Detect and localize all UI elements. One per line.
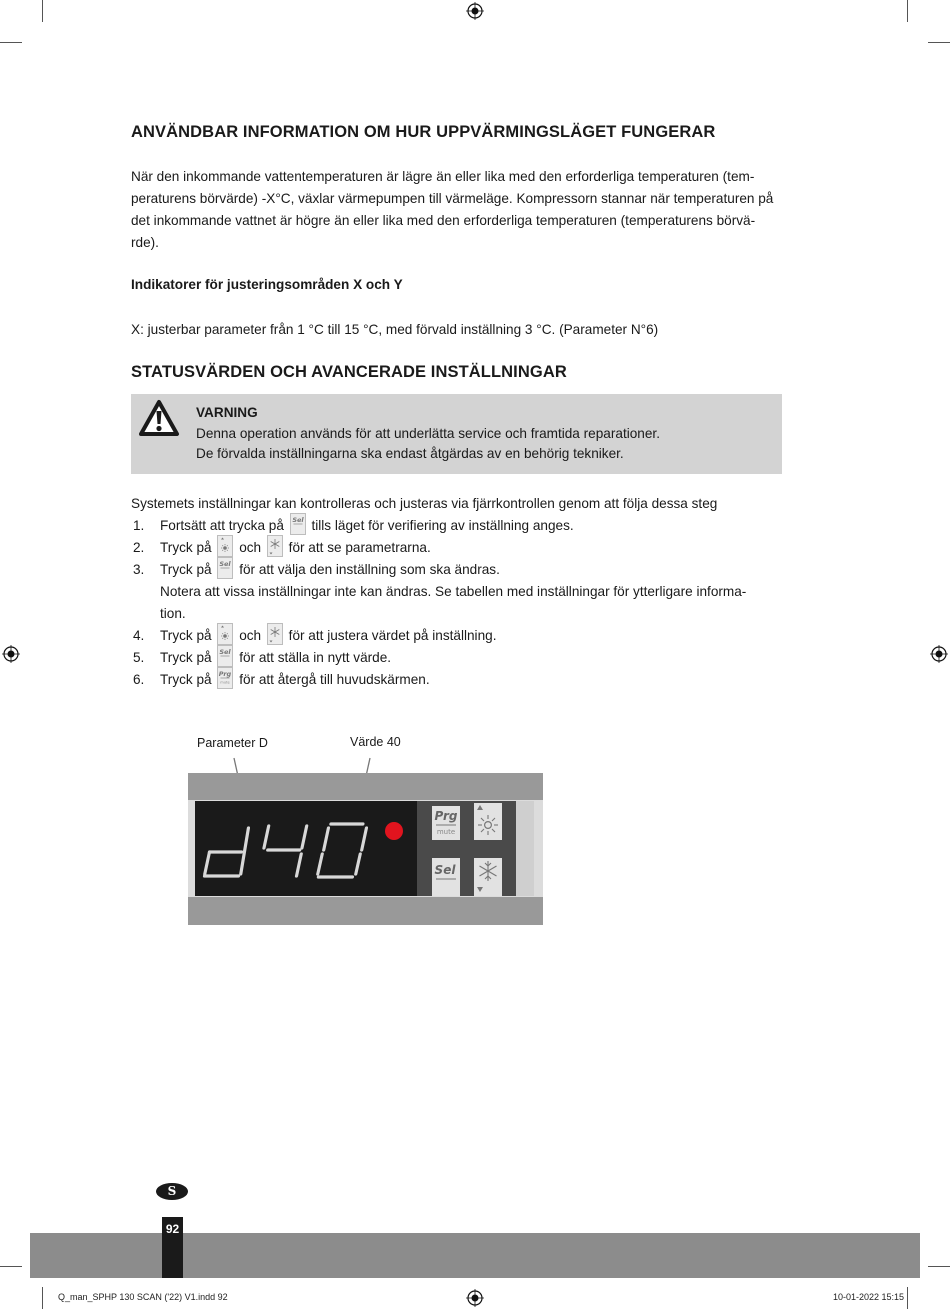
prg-label: Prg: [434, 809, 458, 823]
registration-mark-icon: [466, 2, 484, 20]
sel-button: [432, 858, 460, 896]
step-text: för att återgå till huvudskärmen.: [239, 672, 430, 687]
controller-display-figure: [186, 750, 546, 928]
step-text: tills läget för verifiering av inställning anges.: [311, 518, 574, 533]
sun-up-button: [474, 803, 502, 840]
sun-up-icon: [217, 535, 233, 557]
steps-intro: Systemets inställningar kan kontrolleras och justeras via fjärrkontrollen genom att följa dessa steg: [131, 496, 718, 511]
mute-label: mute: [220, 680, 231, 685]
status-led: [385, 822, 403, 840]
language-badge: S: [156, 1183, 188, 1200]
sel-button-icon: [217, 645, 233, 667]
prg-button-icon: [217, 667, 233, 689]
section-heading-heating-mode: ANVÄNDBAR INFORMATION OM HUR UPPVÄRMINGSLÄGET FUNGERAR: [131, 123, 716, 141]
step-number: 5.: [133, 650, 145, 665]
step-text: Tryck på: [160, 650, 212, 665]
step-text: Tryck på: [160, 672, 212, 687]
step-number: 6.: [133, 672, 145, 687]
intro-line: rde).: [131, 235, 159, 250]
step-text: för att justera värdet på inställning.: [288, 628, 497, 643]
side-rail: [516, 801, 534, 896]
snowflake-down-button: [474, 858, 502, 896]
registration-mark-icon: [466, 1289, 484, 1307]
sel-button-icon: [217, 557, 233, 579]
sel-label: Sel: [219, 648, 232, 657]
step-note-line: tion.: [160, 606, 186, 621]
lcd-screen: [195, 801, 419, 896]
prg-button: [432, 806, 460, 840]
step-text: för att se parametrarna.: [288, 540, 431, 555]
prg-label: Prg: [219, 670, 232, 679]
subheading-indicators: Indikatorer för justeringsområden X och Y: [131, 277, 403, 292]
step-number: 3.: [133, 562, 145, 577]
step-text: Fortsätt att trycka på: [160, 518, 284, 533]
sun-up-icon: [217, 623, 233, 645]
figure-label-value: Värde 40: [350, 735, 401, 749]
step-number: 2.: [133, 540, 145, 555]
registration-mark-icon: [930, 645, 948, 663]
step-text: Tryck på: [160, 628, 212, 643]
crop-mark: [907, 0, 908, 22]
warning-box: [131, 394, 782, 474]
crop-mark: [42, 1287, 43, 1309]
step-number: 4.: [133, 628, 145, 643]
page-number-tab: [162, 1217, 183, 1278]
section-heading-status: STATUSVÄRDEN OCH AVANCERADE INSTÄLLNINGAR: [131, 363, 567, 381]
intro-paragraph: [131, 166, 826, 254]
warning-title: VARNING: [196, 405, 258, 420]
page-number: 92: [165, 1222, 180, 1236]
intro-line: När den inkommande vattentemperaturen är lägre än eller lika med den erforderliga temperaturen (tem-: [131, 169, 755, 184]
crop-mark: [928, 42, 950, 43]
mute-label: mute: [436, 828, 456, 836]
crop-mark: [0, 42, 22, 43]
print-slug-filename: Q_man_SPHP 130 SCAN ('22) V1.indd 92: [58, 1292, 228, 1302]
warning-line: Denna operation används för att underlätta service och framtida reparationer.: [196, 426, 660, 441]
step-text: Tryck på: [160, 540, 212, 555]
sel-label: Sel: [434, 863, 456, 877]
intro-line: peraturens börvärde) -X°C, växlar värmepumpen till värmeläge. Kompressorn stannar när temperaturen på: [131, 191, 774, 206]
step-number: 1.: [133, 518, 145, 533]
step-text: och: [239, 628, 262, 643]
snowflake-down-icon: [267, 623, 283, 645]
intro-line: det inkommande vattnet är högre än eller lika med den erforderliga temperaturen (temperaturens börvä-: [131, 213, 756, 228]
figure-label-parameter: Parameter D: [197, 736, 268, 750]
warning-triangle-icon: [138, 399, 180, 437]
step-text: för att ställa in nytt värde.: [239, 650, 392, 665]
crop-mark: [907, 1287, 908, 1309]
sel-label: Sel: [292, 516, 304, 525]
step-text: Tryck på: [160, 562, 212, 577]
sel-label: Sel: [219, 560, 232, 569]
crop-mark: [928, 1266, 950, 1267]
crop-mark: [42, 0, 43, 22]
snowflake-down-icon: [267, 535, 283, 557]
print-slug-date: 10-01-2022 15:15: [832, 1292, 904, 1302]
step-note-line: Notera att vissa inställningar inte kan ändras. Se tabellen med inställningar för ytterligare informa-: [160, 584, 747, 599]
sel-button-icon: [290, 513, 306, 535]
parameter-line: X: justerbar parameter från 1 °C till 15 °C, med förvald inställning 3 °C. (Parameter N°6): [131, 322, 659, 337]
step-text: för att välja den inställning som ska ändras.: [239, 562, 500, 577]
warning-line: De förvalda inställningarna ska endast åtgärdas av en behörig tekniker.: [196, 446, 624, 461]
registration-mark-icon: [2, 645, 20, 663]
step-text: och: [239, 540, 262, 555]
crop-mark: [0, 1266, 22, 1267]
